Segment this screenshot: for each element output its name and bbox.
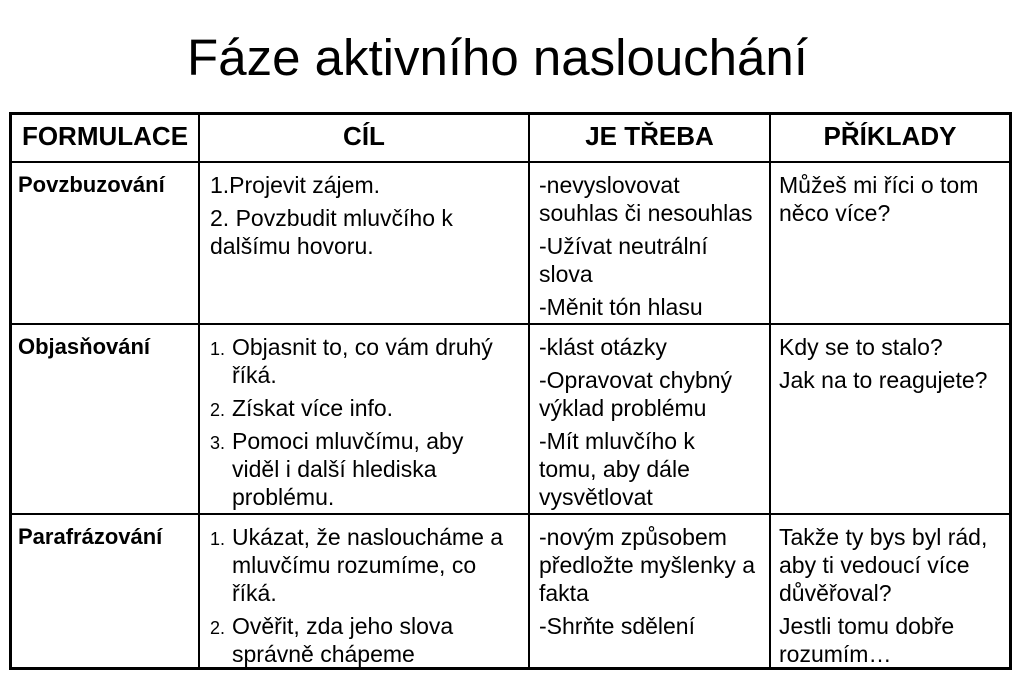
je-treba-cell [530, 163, 771, 325]
text-line: -nevyslovovat [539, 172, 680, 198]
text-line: slova [539, 261, 593, 287]
priklady-cell [771, 325, 1009, 515]
cil-list-item [210, 612, 528, 668]
header-cil: CÍL [200, 115, 530, 163]
text-line: Kdy se to stalo? [779, 334, 943, 360]
cil-cell [200, 515, 530, 667]
text-line: Pomoci mluvčímu, aby [232, 428, 464, 454]
text-line: fakta [539, 580, 589, 606]
cil-item [210, 204, 528, 260]
text-line: Takže ty bys byl rád, [779, 524, 988, 550]
text-line: tomu, aby dále [539, 456, 690, 482]
text-line: -Mít mluvčího k [539, 428, 695, 454]
text-line: Můžeš mi říci o tom [779, 172, 979, 198]
text-line: rozumím… [779, 641, 892, 667]
priklady-item [779, 366, 1009, 394]
list-number: 1. [210, 339, 226, 359]
text-line: Získat více info. [232, 395, 394, 421]
text-line: Jestli tomu dobře [779, 613, 955, 639]
text-line: -novým způsobem [539, 524, 727, 550]
je-treba-item [539, 232, 769, 288]
priklady-item [779, 333, 1009, 361]
text-line: Objasnit to, co vám druhý [232, 334, 493, 360]
list-number: 2. [210, 618, 226, 638]
priklady-item [779, 612, 1009, 668]
text-line: -Shrňte sdělení [539, 613, 695, 639]
list-number: 2. [210, 400, 226, 420]
text-line: Ověřit, zda jeho slova [232, 613, 454, 639]
text-line: -Opravovat chybný [539, 367, 733, 393]
header-je-treba: JE TŘEBA [530, 115, 771, 163]
text-line: 1.Projevit zájem. [210, 172, 381, 198]
je-treba-item [539, 523, 769, 607]
text-line: -Měnit tón hlasu [539, 294, 703, 320]
priklady-item [779, 171, 1009, 227]
text-line: -klást otázky [539, 334, 667, 360]
cil-list-item [210, 427, 528, 511]
text-line: souhlas či nesouhlas [539, 200, 753, 226]
text-line: dalšímu hovoru. [210, 233, 374, 259]
text-line: správně chápeme [232, 641, 415, 667]
je-treba-item [539, 171, 769, 227]
header-formulace: FORMULACE [12, 115, 200, 163]
slide-title: Fáze aktivního naslouchání [187, 29, 808, 86]
cil-list-item [210, 333, 528, 389]
cil-item [210, 171, 528, 199]
text-line: říká. [232, 362, 277, 388]
je-treba-cell [530, 515, 771, 667]
text-line: viděl i další hlediska [232, 456, 437, 482]
text-line: problému. [232, 484, 335, 510]
je-treba-item [539, 612, 769, 640]
cil-list-item [210, 394, 528, 422]
text-line: Jak na to reagujete? [779, 367, 988, 393]
row-label-objasnovani: Objasňování [12, 325, 200, 515]
priklady-cell [771, 515, 1009, 667]
text-line: vysvětlovat [539, 484, 653, 510]
priklady-item [779, 523, 1009, 607]
je-treba-cell [530, 325, 771, 515]
text-line: mluvčímu rozumíme, co [232, 552, 477, 578]
text-line: předložte myšlenky a [539, 552, 756, 578]
text-line: říká. [232, 580, 277, 606]
text-line: výklad problému [539, 395, 707, 421]
cil-list-item [210, 523, 528, 607]
phases-table [9, 112, 1012, 670]
je-treba-item [539, 333, 769, 361]
row-label-parafrazovani: Parafrázování [12, 515, 200, 667]
priklady-cell [771, 163, 1009, 325]
cil-cell [200, 163, 530, 325]
text-line: -Užívat neutrální [539, 233, 708, 259]
list-number: 1. [210, 529, 226, 549]
text-line: 2. Povzbudit mluvčího k [210, 205, 453, 231]
list-number: 3. [210, 433, 226, 453]
text-line: aby ti vedoucí více [779, 552, 970, 578]
text-line: Ukázat, že nasloucháme a [232, 524, 504, 550]
je-treba-item [539, 366, 769, 422]
row-label-povzbuzovani: Povzbuzování [12, 163, 200, 325]
cil-cell [200, 325, 530, 515]
je-treba-item [539, 427, 769, 511]
je-treba-item [539, 293, 769, 321]
text-line: důvěřoval? [779, 580, 892, 606]
header-priklady: PŘÍKLADY [771, 115, 1009, 163]
text-line: něco více? [779, 200, 891, 226]
